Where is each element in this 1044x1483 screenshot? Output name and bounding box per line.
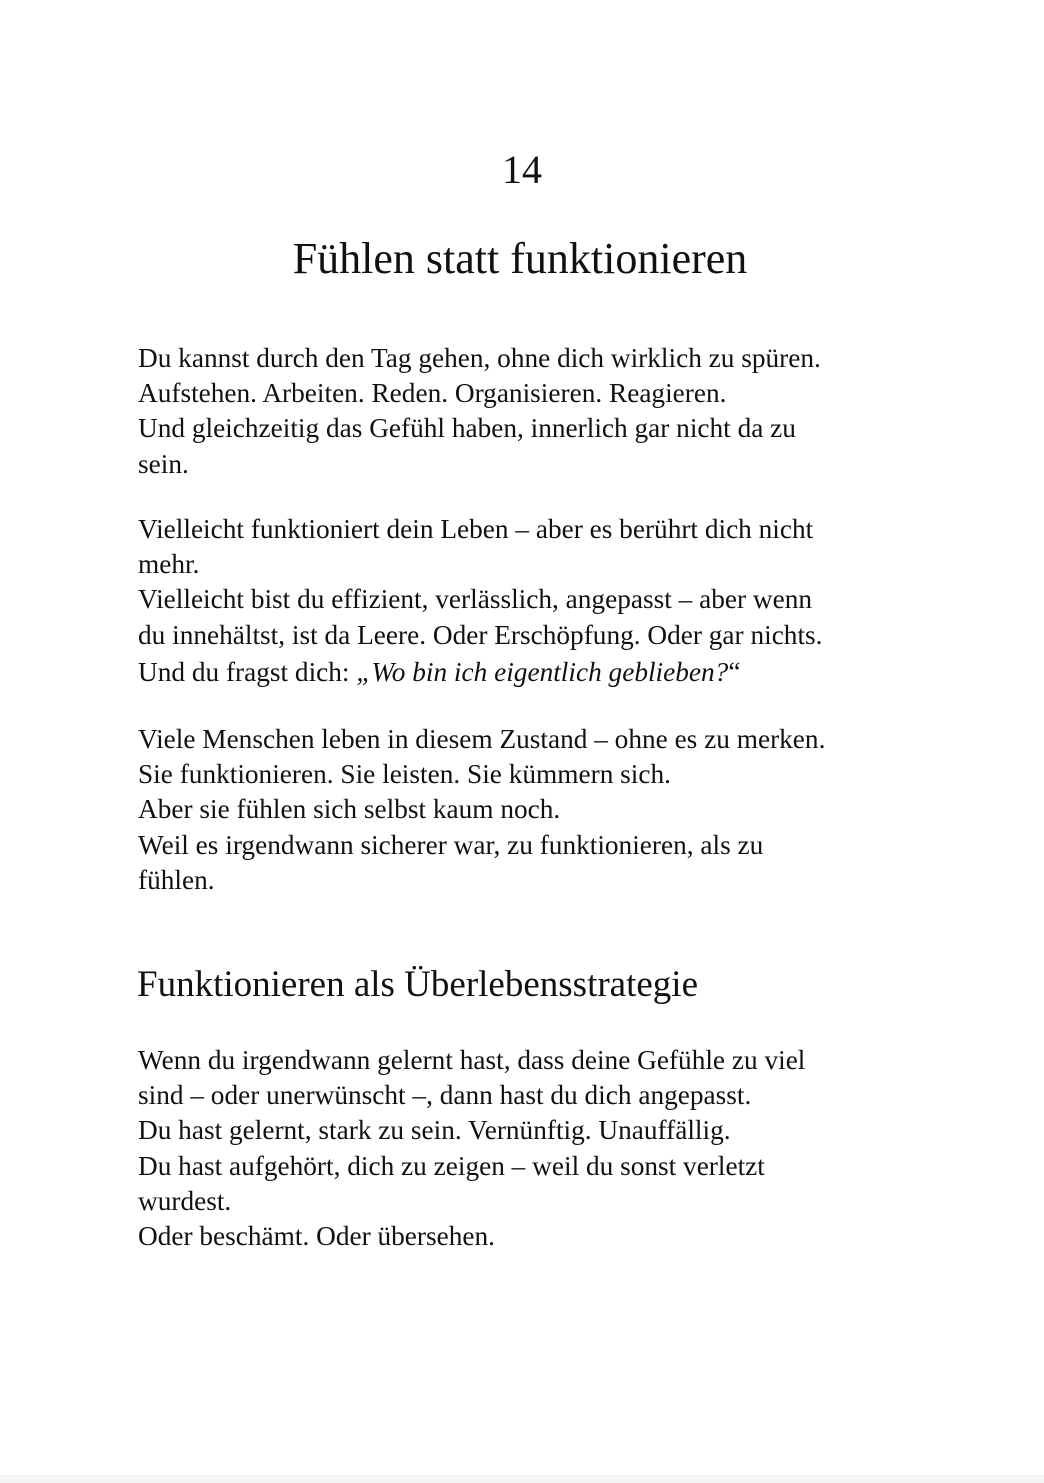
paragraph-line: wurdest.	[138, 1185, 232, 1216]
paragraph-line: Wenn du irgendwann gelernt hast, dass deine Gefühle zu viel	[138, 1045, 806, 1075]
paragraph-line: sein.	[138, 448, 189, 479]
paragraph-line: Aufstehen. Arbeiten. Reden. Organisieren. Reagieren.	[138, 378, 727, 409]
quote-suffix: “	[728, 656, 741, 687]
paragraph-1	[138, 341, 908, 482]
paragraph-line: sind – oder unerwünscht –, dann hast du dich angepasst.	[138, 1080, 752, 1111]
paragraph-2	[138, 512, 908, 690]
paragraph-3	[138, 722, 908, 898]
paragraph-line: Aber sie fühlen sich selbst kaum noch.	[138, 794, 561, 825]
paragraph-line: Sie funktionieren. Sie leisten. Sie kümmern sich.	[138, 759, 671, 790]
paragraph-line: Du kannst durch den Tag gehen, ohne dich wirklich zu spüren.	[138, 343, 821, 373]
paragraph-line: Vielleicht bist du effizient, verlässlich, angepasst – aber wenn	[138, 584, 812, 615]
paragraph-line: du innehältst, ist da Leere. Oder Erschöpfung. Oder gar nichts.	[138, 619, 823, 650]
paragraph-line: fühlen.	[138, 864, 215, 895]
paragraph-line: mehr.	[138, 549, 200, 580]
paragraph-line: Du hast gelernt, stark zu sein. Vernünftig. Unauffällig.	[138, 1115, 731, 1146]
paragraph-line: Weil es irgendwann sicherer war, zu funktionieren, als zu	[138, 829, 764, 860]
paragraph-line: Du hast aufgehört, dich zu zeigen – weil du sonst verletzt	[138, 1150, 765, 1181]
paragraph-line: Viele Menschen leben in diesem Zustand – ohne es zu merken.	[138, 724, 826, 754]
page-bottom-edge	[0, 1475, 1044, 1483]
section-paragraph	[138, 1043, 908, 1254]
quote-prefix: Und du fragst dich:	[138, 656, 357, 687]
quote-line	[138, 655, 908, 690]
chapter-number: 14	[502, 147, 542, 192]
chapter-title: Fühlen statt funktionieren	[292, 234, 748, 283]
quote-text: „Wo bin ich eigentlich geblieben?	[356, 656, 729, 687]
section-heading: Funktionieren als Überlebensstrategie	[137, 964, 698, 1005]
paragraph-line: Vielleicht funktioniert dein Leben – aber es berührt dich nicht	[138, 514, 814, 544]
paragraph-line: Und gleichzeitig das Gefühl haben, innerlich gar nicht da zu	[138, 413, 796, 444]
paragraph-line: Oder beschämt. Oder übersehen.	[138, 1221, 495, 1252]
